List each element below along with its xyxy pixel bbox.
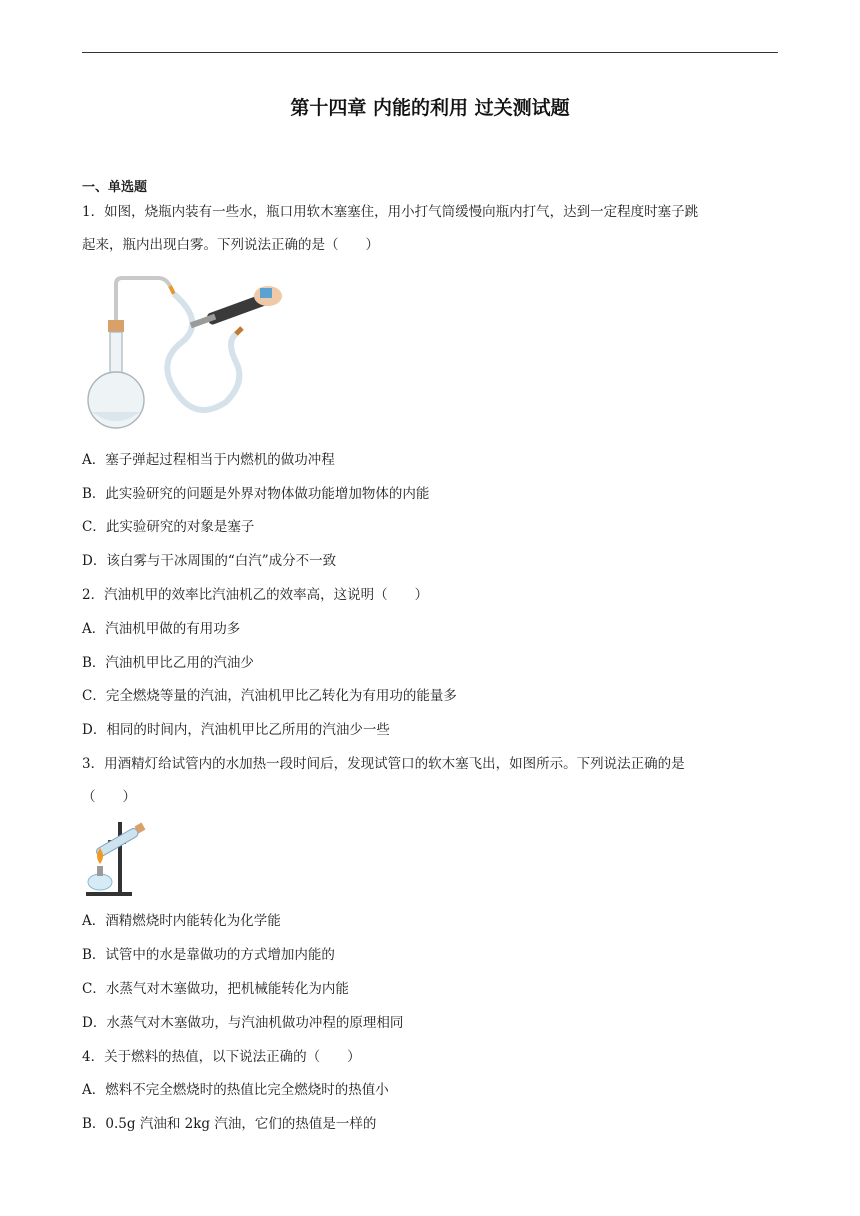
q1-option-a: A．塞子弹起过程相当于内燃机的做功冲程 [82, 452, 335, 468]
q3-stem-line2: （ ） [82, 789, 136, 805]
q4-option-a: A．燃料不完全燃烧时的热值比完全燃烧时的热值小 [82, 1082, 389, 1098]
q3-option-b: B．试管中的水是靠做功的方式增加内能的 [82, 947, 335, 963]
page-title: 第十四章 内能的利用 过关测试题 [290, 97, 570, 119]
section-heading: 一、单选题 [82, 180, 148, 195]
q1-stem-line1: 1．如图，烧瓶内装有一些水，瓶口用软木塞塞住，用小打气筒缓慢向瓶内打气，达到一定程度时塞子跳 [82, 204, 699, 220]
q3-stem-line1: 3．用酒精灯给试管内的水加热一段时间后，发现试管口的软木塞飞出，如图所示。下列说法正确的是 [82, 756, 685, 772]
flask-pump-figure [86, 272, 286, 432]
q2-option-c: C．完全燃烧等量的汽油，汽油机甲比乙转化为有用功的能量多 [82, 688, 457, 704]
q3-option-a: A．酒精燃烧时内能转化为化学能 [82, 913, 281, 929]
q2-option-a: A．汽油机甲做的有用功多 [82, 621, 241, 637]
q1-stem-line2: 起来，瓶内出现白雾。下列说法正确的是（ ） [82, 237, 379, 253]
q1-option-c: C．此实验研究的对象是塞子 [82, 519, 255, 535]
q2-option-b: B．汽油机甲比乙用的汽油少 [82, 655, 254, 671]
q3-option-d: D．水蒸气对木塞做功，与汽油机做功冲程的原理相同 [82, 1015, 404, 1031]
q2-option-d: D．相同的时间内，汽油机甲比乙所用的汽油少一些 [82, 722, 390, 738]
header-rule [82, 52, 778, 53]
q4-stem: 4．关于燃料的热值，以下说法正确的（ ） [82, 1049, 361, 1065]
q1-option-d: D．该白雾与干冰周围的“白汽”成分不一致 [82, 553, 337, 569]
q1-option-b: B．此实验研究的问题是外界对物体做功能增加物体的内能 [82, 486, 430, 502]
test-tube-lamp-figure [82, 818, 154, 898]
q2-stem: 2．汽油机甲的效率比汽油机乙的效率高，这说明（ ） [82, 587, 429, 603]
q3-option-c: C．水蒸气对木塞做功，把机械能转化为内能 [82, 981, 349, 997]
q4-option-b: B．0.5g 汽油和 2kg 汽油，它们的热值是一样的 [82, 1116, 377, 1132]
